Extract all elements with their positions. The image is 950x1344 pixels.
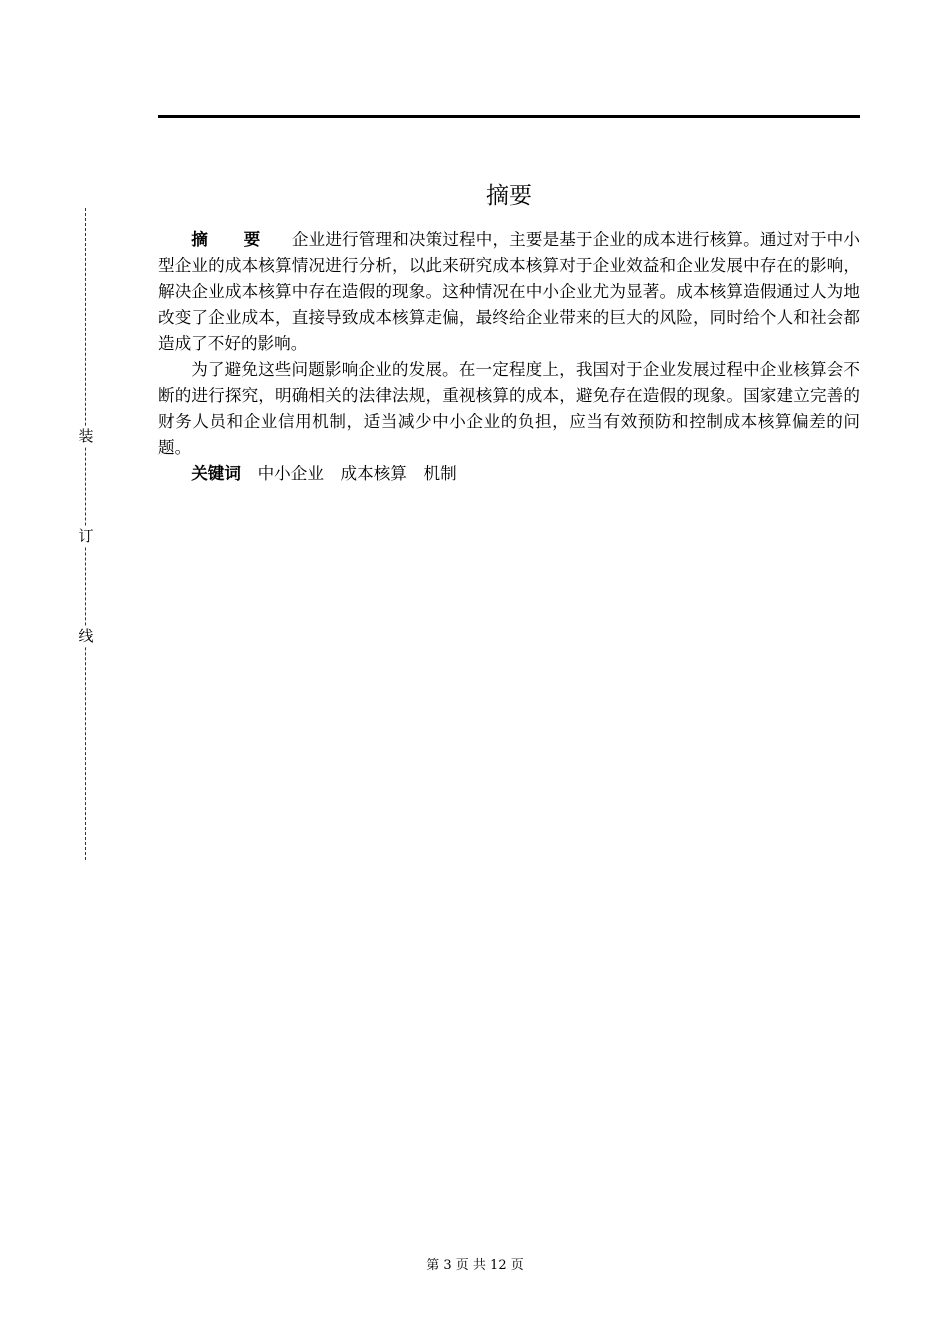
binding-char-zhuang: 装 <box>76 426 96 446</box>
binding-char-ding: 订 <box>76 526 96 546</box>
page-title: 摘要 <box>486 183 532 209</box>
abstract-label: 摘 要 <box>191 230 276 249</box>
abstract-text-1: 企业进行管理和决策过程中，主要是基于企业的成本进行核算。通过对于中小型企业的成本核算情况进行分析，以此来研究成本核算对于企业效益和企业发展中存在的影响，解决企业成本核算中存在造假的现象。这种情况在中小企业尤为显著。成本核算造假通过人为地改变了企业成本，直接导致成本核算走偏，最终给企业带来的巨大的风险，同时给个人和社会都造成了不好的影响。 <box>158 230 860 353</box>
page-footer: 第 3 页 共 12 页 <box>426 1258 524 1273</box>
keyword-item: 机制 <box>423 464 457 483</box>
keywords-label: 关键词 <box>191 464 241 483</box>
abstract-text-2: 为了避免这些问题影响企业的发展。在一定程度上，我国对于企业发展过程中企业核算会不断的进行探究，明确相关的法律法规，重视核算的成本，避免存在造假的现象。国家建立完善的财务人员和企业信用机制，适当减少中小企业的负担，应当有效预防和控制成本核算偏差的问题。 <box>158 360 860 457</box>
abstract-paragraph-1 <box>158 227 860 357</box>
abstract-body <box>158 227 860 487</box>
keywords-line <box>158 461 860 487</box>
keyword-item: 中小企业 <box>257 464 324 483</box>
binding-char-xian: 线 <box>76 626 96 646</box>
abstract-paragraph-2 <box>158 357 860 461</box>
header-rule <box>158 115 860 118</box>
keyword-item: 成本核算 <box>340 464 407 483</box>
